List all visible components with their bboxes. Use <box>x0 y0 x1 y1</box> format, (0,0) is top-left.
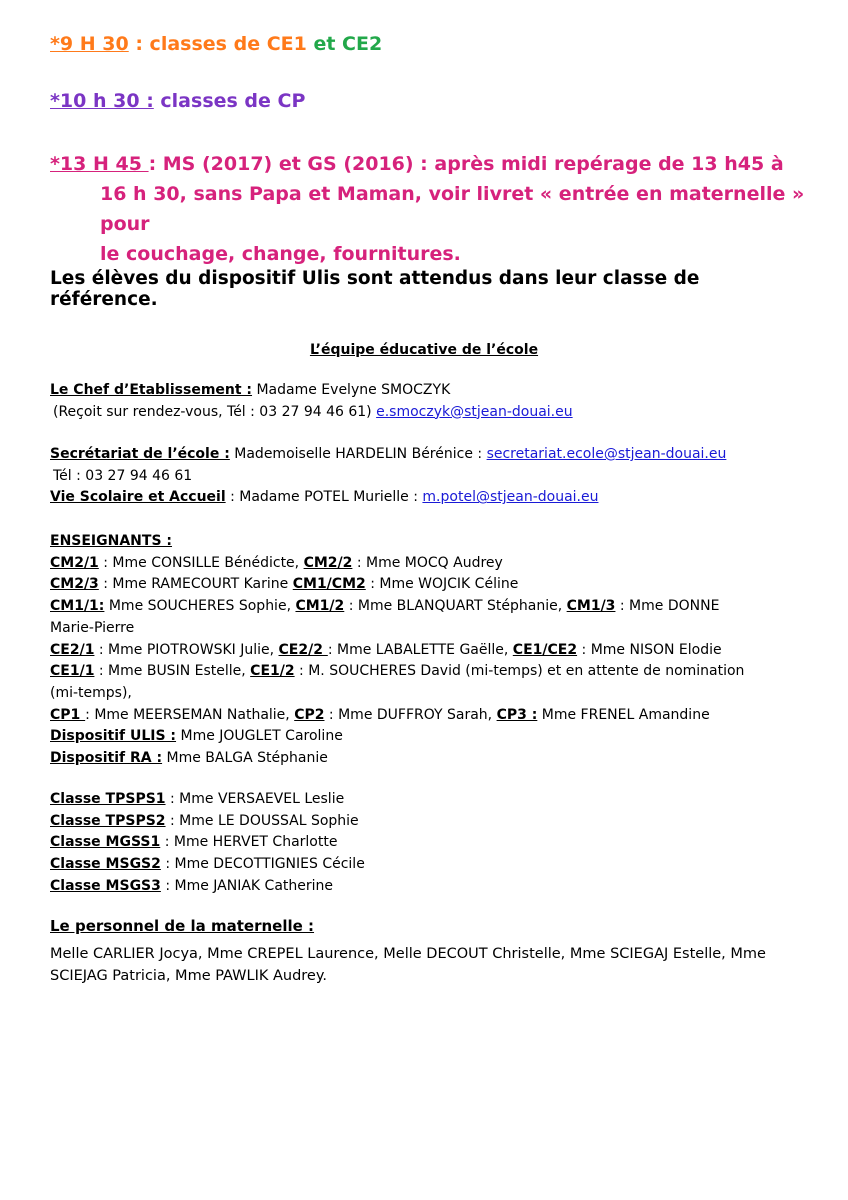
class-code: CE2/1 <box>50 641 95 658</box>
maternelle-line <box>50 876 810 898</box>
schedule-text-line2: 16 h 30, sans Papa et Maman, voir livret « entrée en maternelle » pour <box>100 183 805 235</box>
class-code: CM1/2 <box>295 598 345 615</box>
secretariat-name: Mademoiselle HARDELIN Bérénice : <box>229 446 487 462</box>
teacher-line <box>50 705 810 727</box>
vie-label: Vie Scolaire et Accueil <box>50 489 226 506</box>
class-code: Classe MSGS2 <box>50 856 161 873</box>
teacher-name: : Mme WOJCIK Céline <box>365 576 519 593</box>
teacher-line <box>50 596 810 618</box>
teacher-name: : Mme RAMECOURT Karine <box>98 576 293 593</box>
class-code: Classe TPSPS1 <box>50 791 166 807</box>
teacher-name: Mme FRENEL Amandine <box>537 706 710 723</box>
chef-email-link[interactable]: e.smoczyk@stjean-douai.eu <box>376 403 573 420</box>
schedule-text-line3: le couchage, change, fournitures. <box>100 243 461 265</box>
secretariat-email-link[interactable]: secretariat.ecole@stjean-douai.eu <box>486 446 727 462</box>
teacher-name: : Mme BUSIN Estelle, <box>94 663 251 680</box>
teacher-name: : Mme DUFFROY Sarah, <box>324 706 497 723</box>
schedule-text: : classes de CE1 <box>128 33 314 55</box>
team-title: L’équipe éducative de l’école <box>309 342 539 358</box>
schedule-time: *13 H 45 <box>50 153 149 175</box>
schedule-text-line1: : MS (2017) et GS (2016) : après midi repérage de 13 h45 à <box>148 153 784 175</box>
secretariat-label: Secrétariat de l’école : <box>50 446 230 462</box>
teacher-name: : Mme DONNE <box>615 598 720 615</box>
class-code: CP2 <box>294 706 325 723</box>
teacher-name: : Mme JANIAK Catherine <box>160 877 334 894</box>
teacher-name: : Mme HERVET Charlotte <box>160 834 338 851</box>
teacher-line <box>50 661 810 683</box>
teacher-name: : Mme LABALETTE Gaëlle, <box>327 641 513 658</box>
teacher-name: : Mme PIOTROWSKI Julie, <box>94 641 279 658</box>
chef-info: (Reçoit sur rendez-vous, Tél : 03 27 94 46 61) <box>53 403 377 420</box>
teacher-name: Mme JOUGLET Caroline <box>176 728 343 745</box>
maternelle-line <box>50 811 810 833</box>
class-code: Dispositif ULIS : <box>50 728 177 745</box>
teacher-line-cont: (mi-temps), <box>50 684 132 701</box>
teacher-name: : Mme LE DOUSSAL Sophie <box>165 812 359 829</box>
maternelle-classes-block <box>50 789 810 898</box>
class-code: CE2/2 <box>278 641 328 658</box>
class-code: CP1 <box>50 706 86 723</box>
enseignants-title: ENSEIGNANTS : <box>50 533 173 549</box>
schedule-time: *10 h 30 : <box>50 90 154 112</box>
vie-name: : Madame POTEL Murielle : <box>225 489 423 506</box>
class-code: CM1/3 <box>566 598 616 615</box>
schedule-et: et <box>313 33 343 55</box>
class-code: Classe MGSS1 <box>50 834 161 851</box>
class-code: CM2/1 <box>50 554 99 571</box>
teacher-line <box>50 574 810 596</box>
teacher-name: : Mme DECOTTIGNIES Cécile <box>160 856 365 873</box>
schedule-10h30 <box>50 86 305 116</box>
personnel-text: Melle CARLIER Jocya, Mme CREPEL Laurence, Melle DECOUT Christelle, Mme SCIEGAJ Estelle, Mme SCIEJAG Patricia, Mme PAWLIK Audrey. <box>50 946 766 984</box>
chef-block <box>50 380 810 423</box>
vie-email-link[interactable]: m.potel@stjean-douai.eu <box>422 489 599 506</box>
teacher-name: : Mme MOCQ Audrey <box>352 554 503 571</box>
teacher-name: : Mme NISON Elodie <box>577 641 722 658</box>
teacher-line <box>50 726 810 748</box>
class-code: CE1/CE2 <box>512 641 578 658</box>
ulis-notice: Les élèves du dispositif Ulis sont attendus dans leur classe de référence. <box>50 268 700 310</box>
chef-name: Madame Evelyne SMOCZYK <box>252 382 451 398</box>
teacher-name: : M. SOUCHERES David (mi-temps) et en attente de nomination <box>294 663 745 680</box>
teacher-line <box>50 553 810 575</box>
class-code: CP3 : <box>496 706 538 723</box>
class-code: CM1/1: <box>50 598 105 615</box>
secretariat-block <box>50 444 810 509</box>
maternelle-line <box>50 832 810 854</box>
personnel-title: Le personnel de la maternelle : <box>50 917 315 935</box>
maternelle-line <box>50 789 810 811</box>
schedule-9h30 <box>50 29 382 59</box>
schedule-13h45 <box>50 149 810 269</box>
teacher-name: : Mme BLANQUART Stéphanie, <box>344 598 567 615</box>
class-code: CM2/2 <box>303 554 353 571</box>
class-code: CE1/2 <box>250 663 295 680</box>
teacher-line <box>50 640 810 662</box>
class-code: Classe MSGS3 <box>50 877 161 894</box>
schedule-time: *9 H 30 <box>50 33 129 55</box>
class-code: CM1/CM2 <box>292 576 366 593</box>
enseignants-block <box>50 531 810 770</box>
teacher-line-cont: Marie-Pierre <box>50 619 135 636</box>
teacher-name: : Mme VERSAEVEL Leslie <box>165 791 345 807</box>
class-code: CM2/3 <box>50 576 99 593</box>
schedule-text: classes de CP <box>153 90 306 112</box>
teacher-line <box>50 748 810 770</box>
secretariat-tel: Tél : 03 27 94 46 61 <box>53 467 193 484</box>
class-code: Dispositif RA : <box>50 750 163 767</box>
teacher-name: Mme SOUCHERES Sophie, <box>104 598 296 615</box>
schedule-text-ce2: CE2 <box>342 33 383 55</box>
teacher-name: Mme BALGA Stéphanie <box>162 750 328 767</box>
class-code: CE1/1 <box>50 663 95 680</box>
teacher-name: : Mme MEERSEMAN Nathalie, <box>85 706 295 723</box>
maternelle-line <box>50 854 810 876</box>
class-code: Classe TPSPS2 <box>50 812 166 829</box>
teacher-name: : Mme CONSILLE Bénédicte, <box>98 554 304 571</box>
chef-label: Le Chef d’Etablissement : <box>50 382 253 398</box>
